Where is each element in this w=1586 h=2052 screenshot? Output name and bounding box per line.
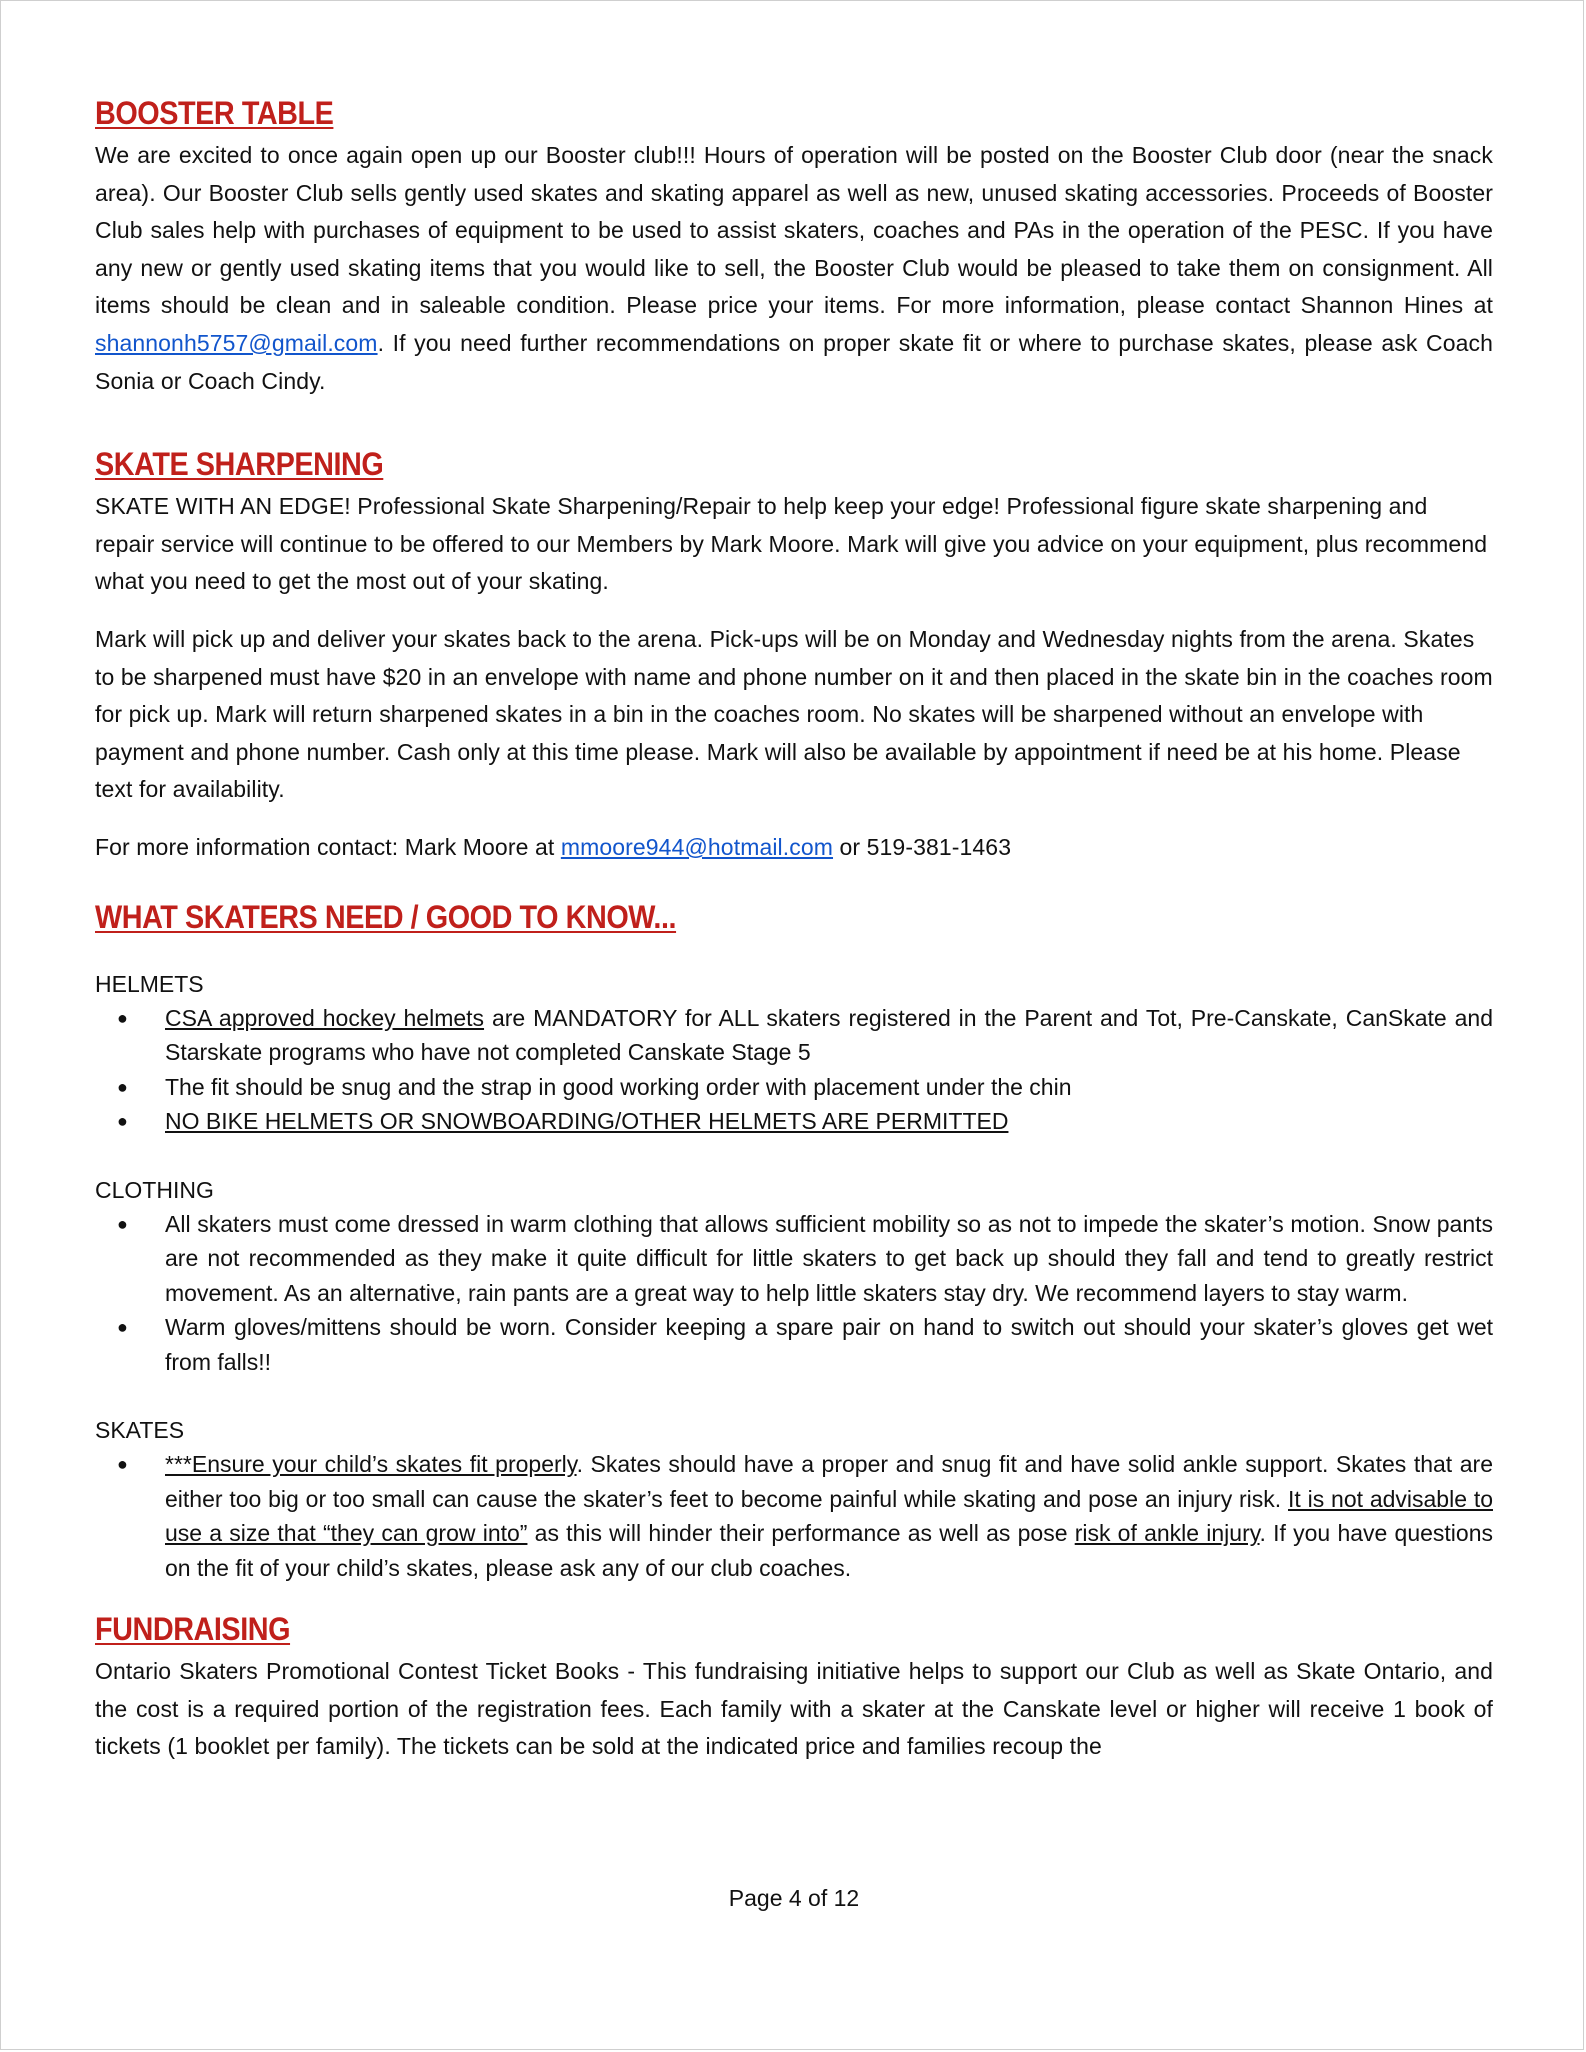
booster-table-paragraph	[95, 137, 1493, 400]
list-item	[117, 1070, 1493, 1105]
helmet-fit-text: The fit should be snug and the strap in good working order with placement under the chin	[165, 1073, 1072, 1100]
grow-into-text: It is not advisable to use a size that “they can grow into”	[165, 1485, 1493, 1546]
booster-text-2: . If you need further recommendations on proper skate fit or where to purchase skates, please ask Coach Sonia or Coach Cindy.	[95, 329, 1493, 394]
sharpening-paragraph-1: SKATE WITH AN EDGE! Professional Skate Sharpening/Repair to help keep your edge! Professional figure skate sharpening and repair service will continue to be offered to our Members by Mark Moore. Mark will give you advice on your equipment, plus recommend what you need to get the most out of your skating.	[95, 493, 1488, 595]
page-number: Page 4 of 12	[728, 1885, 860, 1911]
booster-table-heading: BOOSTER TABLE	[95, 95, 334, 131]
gloves-text: Warm gloves/mittens should be worn. Consider keeping a spare pair on hand to switch out should your skater’s gloves get wet from falls!!	[165, 1314, 1493, 1375]
performance-text: as this will hinder their performance as well as pose	[527, 1520, 1075, 1546]
questions-text: . If you have questions on the fit of your child’s skates, please ask any of our club coaches.	[165, 1520, 1493, 1581]
bullet-icon: ●	[117, 1454, 128, 1474]
list-item	[117, 1001, 1493, 1070]
bullet-icon: ●	[117, 1007, 128, 1028]
list-item	[117, 1310, 1493, 1379]
clothing-text: All skaters must come dressed in warm clothing that allows sufficient mobility so as not to impede the skater’s motion. Snow pants are not recommended as they make it quite difficult for little skaters to get back up should they fall and tend to greatly restrict movement. As an alternative, rain pants are a great way to help little skaters stay dry. We recommend layers to stay warm.	[165, 1210, 1493, 1306]
skates-fit-text: . Skates should have a proper and snug fit and have solid ankle support. Skates that are either too big or too small can cause the skater’s feet to become painful while skating and pose an injury risk.	[165, 1451, 1493, 1512]
booster-email-link[interactable]: shannonh5757@gmail.com	[95, 329, 378, 356]
contact-suffix: or 519-381-1463	[833, 833, 1012, 860]
helmets-heading: HELMETS	[95, 970, 204, 997]
list-item	[117, 1104, 1493, 1139]
mark-email-link[interactable]: mmoore944@hotmail.com	[560, 833, 834, 860]
sharpening-paragraph-2: Mark will pick up and deliver your skates back to the arena. Pick-ups will be on Monday and Wednesday nights from the arena. Skates to be sharpened must have $20 in an envelope with name and phone number on it and then placed in the skate bin in the coaches room for pick up. Mark will return sharpened skates in a bin in the coaches room. No skates will be sharpened without an envelope with payment and phone number. Cash only at this time please. Mark will also be available by appointment if need be at his home. Please text for availability.	[95, 625, 1493, 803]
page-content	[95, 93, 1493, 1766]
what-skaters-need-heading: WHAT SKATERS NEED / GOOD TO KNOW...	[95, 898, 677, 935]
fundraising-paragraph: Ontario Skaters Promotional Contest Ticket Books - This fundraising initiative helps to support our Club as well as Skate Ontario, and the cost is a required portion of the registration fees. Each family with a skater at the Canskate level or higher will receive 1 book of tickets (1 booklet per family). The tickets can be sold at the indicated price and families recoup the	[95, 1658, 1493, 1760]
skate-sharpening-heading: SKATE SHARPENING	[95, 446, 384, 483]
clothing-heading: CLOTHING	[95, 1176, 214, 1203]
ankle-injury-text: risk of ankle injury	[1074, 1520, 1260, 1546]
bullet-icon: ●	[117, 1076, 128, 1097]
booster-text-1: We are excited to once again open up our Booster club!!! Hours of operation will be posted on the Booster Club door (near the snack area). Our Booster Club sells gently used skates and skating apparel as well as new, unused skating accessories. Proceeds of Booster Club sales help with purchases of equipment to be used to assist skaters, coaches and PAs in the operation of the PESC. If you have any new or gently used skating items that you would like to sell, the Booster Club would be pleased to take them on consignment. All items should be clean and in saleable condition. Please price your items. For more information, please contact Shannon Hines at	[95, 142, 1493, 319]
list-item	[117, 1447, 1493, 1585]
bullet-icon: ●	[117, 1317, 128, 1337]
bullet-icon: ●	[117, 1213, 128, 1234]
clothing-list	[95, 1207, 1493, 1380]
csa-helmets-text: CSA approved hockey helmets	[165, 1004, 485, 1031]
contact-prefix: For more information contact: Mark Moore at	[95, 833, 561, 860]
fundraising-heading: FUNDRAISING	[95, 1611, 291, 1647]
helmets-text: are MANDATORY for ALL skaters registered in the Parent and Tot, Pre-Canskate, CanSkate and Starskate programs who have not completed Canskate Stage 5	[165, 1004, 1493, 1065]
bullet-icon: ●	[117, 1111, 128, 1131]
ensure-fit-text: ***Ensure your child’s skates fit properly	[165, 1451, 577, 1477]
sharpening-contact	[95, 829, 1493, 867]
skates-heading: SKATES	[95, 1417, 185, 1443]
skates-list	[95, 1447, 1493, 1585]
helmets-list	[95, 1001, 1493, 1139]
list-item	[117, 1207, 1493, 1311]
no-bike-helmets-text: NO BIKE HELMETS OR SNOWBOARDING/OTHER HELMETS ARE PERMITTED	[165, 1108, 1009, 1134]
